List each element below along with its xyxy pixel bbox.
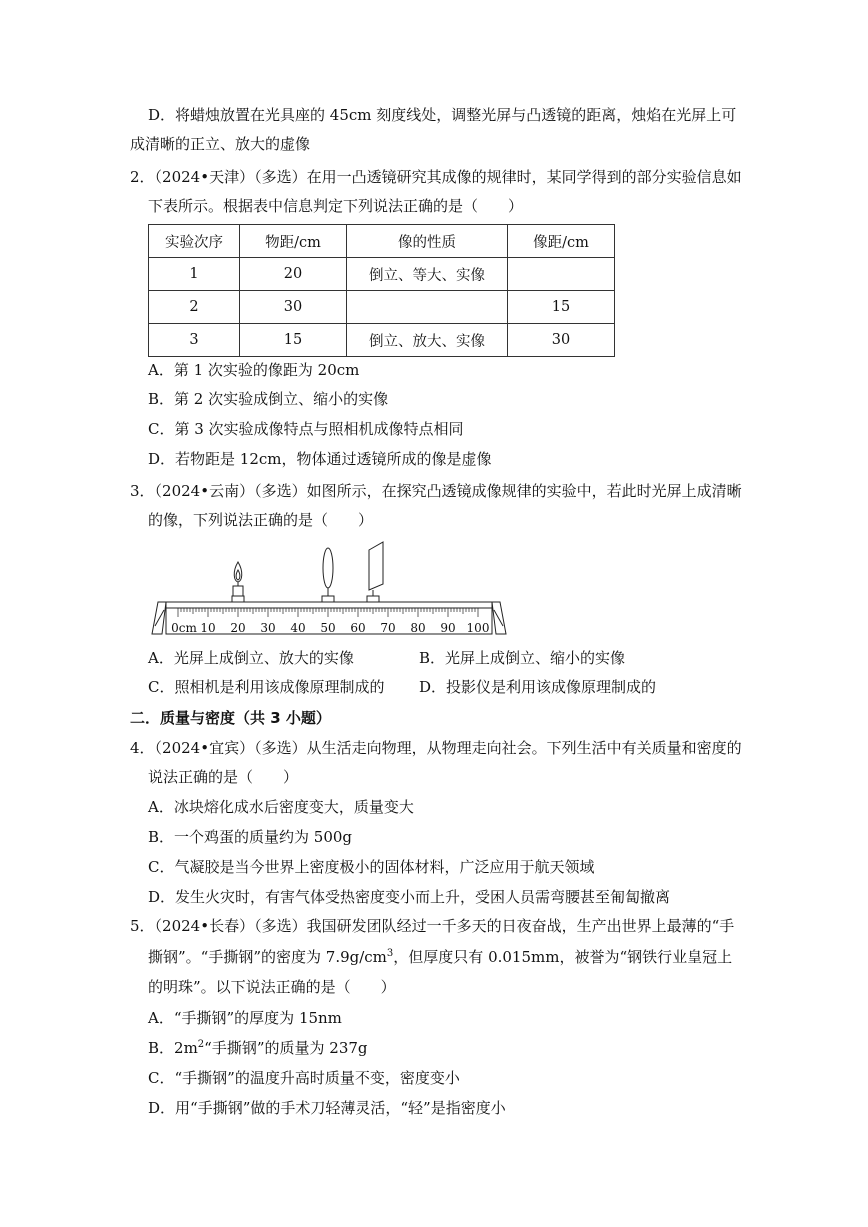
q4-option-a: A．冰块熔化成水后密度变大，质量变大 (148, 798, 414, 816)
q3-stem-line1: 3．（2024•云南）（多选）如图所示，在探究凸透镜成像规律的实验中，若此时光屏上成清晰 (130, 482, 742, 500)
table-cell: 15 (240, 324, 347, 357)
light-screen (369, 542, 383, 590)
q5-option-c: C．“手撕钢”的温度升高时质量不变，密度变小 (148, 1069, 460, 1087)
q4-option-d: D．发生火灾时，有害气体受热密度变小而上升，受困人员需弯腰甚至匍匐撤离 (148, 888, 671, 906)
table-cell: 3 (149, 324, 240, 357)
ruler-tick-label: 50 (320, 621, 336, 635)
q5-option-b (148, 1038, 368, 1058)
q5-option-d: D．用“手撕钢”做的手术刀轻薄灵活，“轻”是指密度小 (148, 1099, 506, 1117)
table-cell: 1 (149, 258, 240, 291)
table-row (149, 324, 615, 357)
ruler-unit-label: 0cm (171, 621, 197, 635)
ruler-tick-label: 100 (466, 621, 490, 635)
q1-option-d-line1: D．将蜡烛放置在光具座的 45cm 刻度线处，调整光屏与凸透镜的距离，烛焰在光屏上可 (148, 106, 737, 124)
optical-bench-figure (148, 536, 510, 638)
ruler-tick-label: 60 (350, 621, 366, 635)
table-header-cell: 实验次序 (149, 225, 240, 258)
q2-stem-line1: 2．（2024•天津）（多选）在用一凸透镜研究其成像的规律时，某同学得到的部分实验信息如 (130, 168, 742, 186)
q3-option-d: D．投影仪是利用该成像原理制成的 (419, 678, 657, 696)
q5-option-b-b: “手撕钢”的质量为 237g (204, 1039, 368, 1057)
q3-option-a: A．光屏上成倒立、放大的实像 (148, 649, 354, 667)
ruler-tick-label: 80 (410, 621, 426, 635)
q3-stem-line2: 的像，下列说法正确的是（ ） (148, 511, 374, 529)
table-cell: 倒立、等大、实像 (347, 258, 508, 291)
table-cell: 倒立、放大、实像 (347, 324, 508, 357)
q2-option-b: B．第 2 次实验成倒立、缩小的实像 (148, 390, 389, 408)
q2-option-c: C．第 3 次实验成像特点与照相机成像特点相同 (148, 420, 464, 438)
candle-holder (232, 596, 244, 602)
table-header-row (149, 225, 615, 258)
q2-option-a: A．第 1 次实验的像距为 20cm (148, 361, 360, 379)
table-header-cell: 像的性质 (347, 225, 508, 258)
screen-holder (367, 596, 379, 602)
ruler-tick-label: 20 (230, 621, 246, 635)
table-header-cell: 像距/cm (508, 225, 615, 258)
table-cell: 15 (508, 291, 615, 324)
ruler-tick-label: 30 (260, 621, 276, 635)
ruler-tick-label: 90 (440, 621, 456, 635)
q3-option-c: C．照相机是利用该成像原理制成的 (148, 678, 385, 696)
q2-data-table (148, 224, 615, 357)
table-row (149, 258, 615, 291)
q2-stem-line2: 下表所示。根据表中信息判定下列说法正确的是（ ） (148, 197, 524, 215)
q4-stem-line2: 说法正确的是（ ） (148, 768, 299, 786)
q5-option-a: A．“手撕钢”的厚度为 15nm (148, 1009, 342, 1027)
table-cell: 20 (240, 258, 347, 291)
convex-lens (323, 548, 333, 588)
q5-stem-line2 (148, 947, 732, 967)
ruler-tick-label: 10 (200, 621, 216, 635)
q5-stem-line2-a: 撕钢”。“手撕钢”的密度为 7.9g/cm (148, 948, 387, 966)
lens-holder (322, 596, 334, 602)
q1-option-d-line2: 成清晰的正立、放大的虚像 (130, 135, 311, 153)
section-title: 二．质量与密度（共 3 小题） (130, 709, 331, 727)
q5-option-b-superscript: 2 (197, 1039, 205, 1050)
bench-rail (166, 602, 492, 608)
table-cell: 2 (149, 291, 240, 324)
q4-option-c: C．气凝胶是当今世界上密度极小的固体材料，广泛应用于航天领域 (148, 858, 595, 876)
q3-option-b: B．光屏上成倒立、缩小的实像 (419, 649, 626, 667)
ruler-tick-label: 70 (380, 621, 396, 635)
q5-stem-line1: 5．（2024•长春）（多选）我国研发团队经过一千多天的日夜奋战，生产出世界上最薄的“手 (130, 917, 735, 935)
table-row (149, 291, 615, 324)
table-cell (508, 258, 615, 291)
q5-stem-line3: 的明珠”。以下说法正确的是（ ） (148, 978, 396, 996)
q5-stem-line2-b: ，但厚度只有 0.015mm，被誉为“钢铁行业皇冠上 (393, 948, 733, 966)
q2-option-d: D．若物距是 12cm，物体通过透镜所成的像是虚像 (148, 450, 492, 468)
table-cell: 30 (508, 324, 615, 357)
table-header-cell: 物距/cm (240, 225, 347, 258)
table-cell: 30 (240, 291, 347, 324)
q4-stem-line1: 4．（2024•宜宾）（多选）从生活走向物理，从物理走向社会。下列生活中有关质量和密度的 (130, 739, 742, 757)
q5-option-b-a: B．2m (148, 1039, 198, 1057)
ruler-tick-label: 40 (290, 621, 306, 635)
q4-option-b: B．一个鸡蛋的质量约为 500g (148, 828, 353, 846)
candle-flame-inner (236, 570, 240, 580)
table-cell (347, 291, 508, 324)
q5-stem-superscript: 3 (386, 948, 394, 959)
